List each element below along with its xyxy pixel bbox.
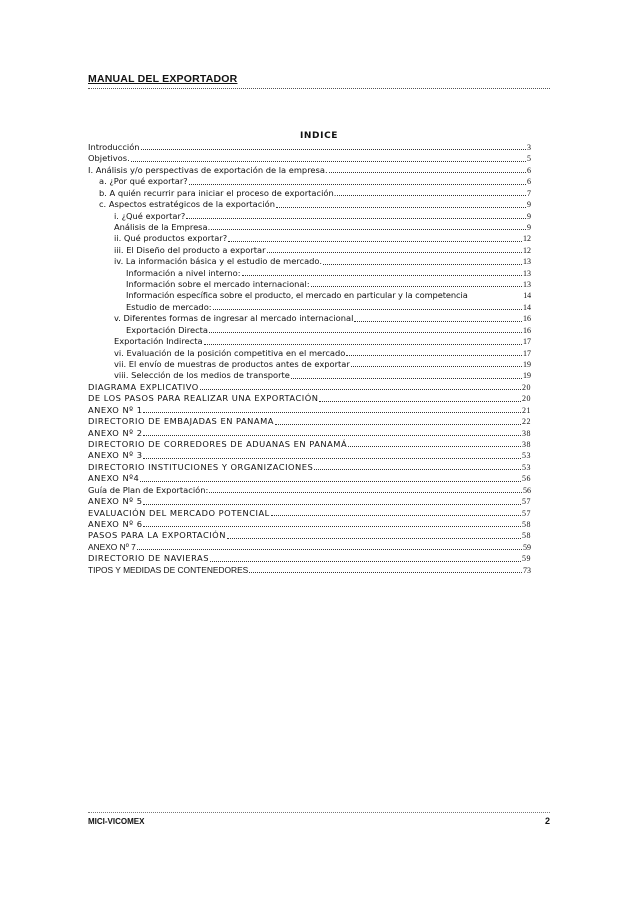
toc-entry-title: DIAGRAMA EXPLICATIVO [88,381,199,392]
dot-leader [329,172,526,173]
toc-page-number: 13 [523,280,531,290]
toc-page-number: 16 [523,314,531,324]
toc-page-number: 19 [523,360,531,370]
dot-leader [211,229,526,230]
footer-divider [88,812,550,813]
toc-entry-posicion-competitiva[interactable] [88,348,531,359]
dot-leader [267,252,523,253]
toc-entry-diseno-producto[interactable] [88,245,531,256]
toc-entry-anexo-3[interactable] [88,450,531,461]
toc-entry-anexo-1[interactable] [88,405,531,416]
toc-page-number: 38 [522,439,531,449]
dot-leader [354,321,522,322]
toc-page-number: 38 [522,428,531,438]
toc-page-number: 22 [522,417,531,427]
toc-entry-info-mercado-internacional[interactable] [88,279,531,290]
toc-page-number: 20 [522,382,531,392]
table-of-contents [88,142,531,576]
toc-entry-envio-muestras[interactable] [88,359,531,370]
dot-leader [323,264,522,265]
toc-page-number: 9 [527,200,531,210]
toc-page-number: 12 [523,245,531,255]
toc-entry-title: Estudio de mercado: [126,301,212,312]
toc-entry-formas-ingresar[interactable] [88,313,531,324]
dot-leader [209,492,522,493]
toc-page-number: 9 [527,222,531,232]
toc-entry-a-quien-recurrir[interactable] [88,188,531,199]
toc-page-number: 56 [522,474,531,484]
toc-entry-title: ANEXO Nº 2 [88,427,143,438]
dot-leader [189,184,526,185]
dot-leader [137,549,522,550]
toc-page-number: 53 [522,462,531,472]
dot-leader [143,526,521,527]
toc-entry-title: Información específica sobre el producto, el mercado en particular y la competencia [126,290,468,301]
dot-leader [291,378,522,379]
toc-entry-title: PASOS PARA LA EXPORTACIÓN [88,530,226,541]
dot-leader [200,389,521,390]
toc-page-number: 14 [523,291,531,301]
toc-entry-title: Análisis de la Empresa. [114,221,211,232]
toc-entry-anexo-7[interactable] [88,542,531,553]
page-number: 2 [544,816,550,826]
toc-page-number: 19 [523,371,531,381]
dot-leader [143,435,521,436]
dot-leader [210,561,521,562]
dot-leader [143,458,521,459]
dot-leader [242,275,522,276]
toc-page-number: 13 [523,257,531,267]
toc-page-number: 3 [527,143,531,152]
toc-entry-title: Exportación Directa [126,324,209,335]
dot-leader [228,241,522,242]
index-title: INDICE [299,131,339,141]
toc-entry-title: v. Diferentes formas de ingresar al mercado internacional [114,313,354,324]
toc-page-number: 12 [523,234,531,244]
dot-leader [337,195,526,196]
toc-entry-title: DIRECTORIO DE EMBAJADAS EN PANAMA [88,416,274,427]
dot-leader [131,161,526,162]
toc-entry-title: ANEXO Nº 5 [88,496,143,507]
toc-entry-title: ANEXO Nº4 [88,473,140,484]
toc-entry-analisis[interactable] [88,165,531,176]
toc-entry-title: DE LOS PASOS PARA REALIZAR UNA EXPORTACIÓN [88,393,319,404]
dot-leader [143,412,521,413]
toc-entry-que-productos[interactable] [88,233,531,244]
toc-entry-contenedores[interactable] [88,565,531,576]
footer-organization: MICI-VICOMEX [88,817,145,826]
dot-leader [351,366,522,367]
toc-page-number: 57 [522,508,531,518]
toc-entry-title: ANEXO Nº 3 [88,450,143,461]
toc-entry-title: Información a nivel interno: [126,267,241,278]
dot-leader [249,572,522,573]
toc-entry-pasos-realizar[interactable] [88,393,531,404]
toc-entry-title: Guía de Plan de Exportación: [88,484,209,495]
toc-page-number: 21 [522,405,531,415]
dot-leader [227,538,521,539]
toc-entry-title: iii. El Diseño del producto a exportar [114,244,266,255]
toc-entry-title: b. A quién recurrir para iniciar el proceso de exportación. [99,187,337,198]
toc-entry-title: DIRECTORIO INSTITUCIONES Y ORGANIZACIONES [88,461,314,472]
toc-entry-que-exportar[interactable] [88,211,531,222]
toc-entry-objetivos[interactable] [88,153,531,164]
toc-page-number: 14 [523,302,531,312]
toc-page-number: 9 [527,211,531,221]
toc-page-number: 6 [527,165,531,175]
toc-entry-exportacion-directa[interactable] [88,325,531,336]
toc-entry-title: Exportación Indirecta [114,336,203,347]
toc-entry-pasos-exportacion[interactable] [88,530,531,541]
toc-page-number: 59 [523,542,531,552]
toc-entry-medios-transporte[interactable] [88,370,531,381]
toc-entry-diagrama[interactable] [88,382,531,393]
toc-entry-navieras[interactable] [88,553,531,564]
document-header-title: MANUAL DEL EXPORTADOR [88,73,238,85]
dot-leader [271,515,521,516]
toc-entry-anexo-5[interactable] [88,496,531,507]
dot-leader [311,286,522,287]
toc-entry-title: Información sobre el mercado internacional: [126,279,310,290]
toc-entry-exportacion-indirecta[interactable] [88,336,531,347]
toc-entry-title: DIRECTORIO DE NAVIERAS [88,553,209,564]
toc-entry-title: ANEXO Nº 6 [88,518,143,529]
toc-entry-instituciones[interactable] [88,462,531,473]
toc-entry-title: i. ¿Qué exportar? [114,210,186,221]
toc-page-number: 6 [527,177,531,187]
toc-entry-analisis-empresa[interactable] [88,222,531,233]
toc-entry-title: ANEXO Nº 1 [88,404,143,415]
toc-entry-aspectos-estrategicos[interactable] [88,199,531,210]
dot-leader [186,218,526,219]
toc-page-number: 16 [523,325,531,335]
dot-leader [346,355,522,356]
toc-entry-title: viii. Selección de los medios de transporte [114,370,290,381]
toc-entry-title: Introducción [88,142,140,152]
toc-page-number: 7 [527,188,531,198]
dot-leader [141,149,526,150]
toc-page-number: 17 [523,337,531,347]
toc-entry-corredores-aduanas[interactable] [88,439,531,450]
toc-page-number: 58 [522,531,531,541]
toc-page-number: 17 [523,348,531,358]
dot-leader [204,344,522,345]
toc-entry-embajadas[interactable] [88,416,531,427]
toc-page-number: 56 [523,485,531,495]
toc-page-number: 20 [522,394,531,404]
toc-page-number: 5 [527,154,531,164]
header-divider [88,88,550,89]
toc-entry-anexo-6[interactable] [88,519,531,530]
toc-entry-title: EVALUACIÓN DEL MERCADO POTENCIAL [88,507,270,518]
toc-page-number: 73 [523,565,531,575]
dot-leader [276,207,526,208]
toc-entry-estudio-mercado[interactable] [88,302,531,313]
toc-entry-informacion-basica[interactable] [88,256,531,267]
dot-leader [348,446,521,447]
toc-page-number: 53 [522,451,531,461]
toc-page-number: 13 [523,268,531,278]
dot-leader [209,332,522,333]
toc-entry-title: c. Aspectos estratégicos de la exportación [99,199,275,210]
toc-entry-info-especifica[interactable] [88,290,531,301]
toc-entry-title: ANEXO Nº 7 [88,541,136,552]
toc-entry-title: a. ¿Por qué exportar? [99,176,188,187]
dot-leader [143,504,521,505]
toc-entry-title: ii. Qué productos exportar? [114,233,228,244]
toc-entry-title: vii. El envío de muestras de productos antes de exportar [114,359,350,370]
dot-leader [140,481,521,482]
toc-entry-title: DIRECTORIO DE CORREDORES DE ADUANAS EN PANAMÁ [88,438,348,449]
toc-entry-title: iv. La información básica y el estudio de mercado. [114,256,323,267]
dot-leader [314,469,521,470]
toc-entry-por-que-exportar[interactable] [88,176,531,187]
toc-page-number: 59 [522,554,531,564]
toc-entry-title: TIPOS Y MEDIDAS DE CONTENEDORES [88,564,249,575]
dot-leader [275,424,521,425]
toc-entry-anexo-4[interactable] [88,473,531,484]
toc-page-number: 57 [522,497,531,507]
toc-entry-title: Objetivos. [88,153,130,164]
toc-entry-evaluacion-mercado[interactable] [88,508,531,519]
toc-entry-title: I. Análisis y/o perspectivas de exportación de la empresa. [88,164,328,175]
toc-entry-info-nivel-interno[interactable] [88,268,531,279]
toc-entry-anexo-2[interactable] [88,428,531,439]
dot-leader [319,401,521,402]
dot-leader [213,309,522,310]
toc-entry-guia-plan[interactable] [88,485,531,496]
toc-entry-introduccion[interactable] [88,142,531,153]
toc-entry-title: vi. Evaluación de la posición competitiva en el mercado [114,347,346,358]
toc-page-number: 58 [522,519,531,529]
